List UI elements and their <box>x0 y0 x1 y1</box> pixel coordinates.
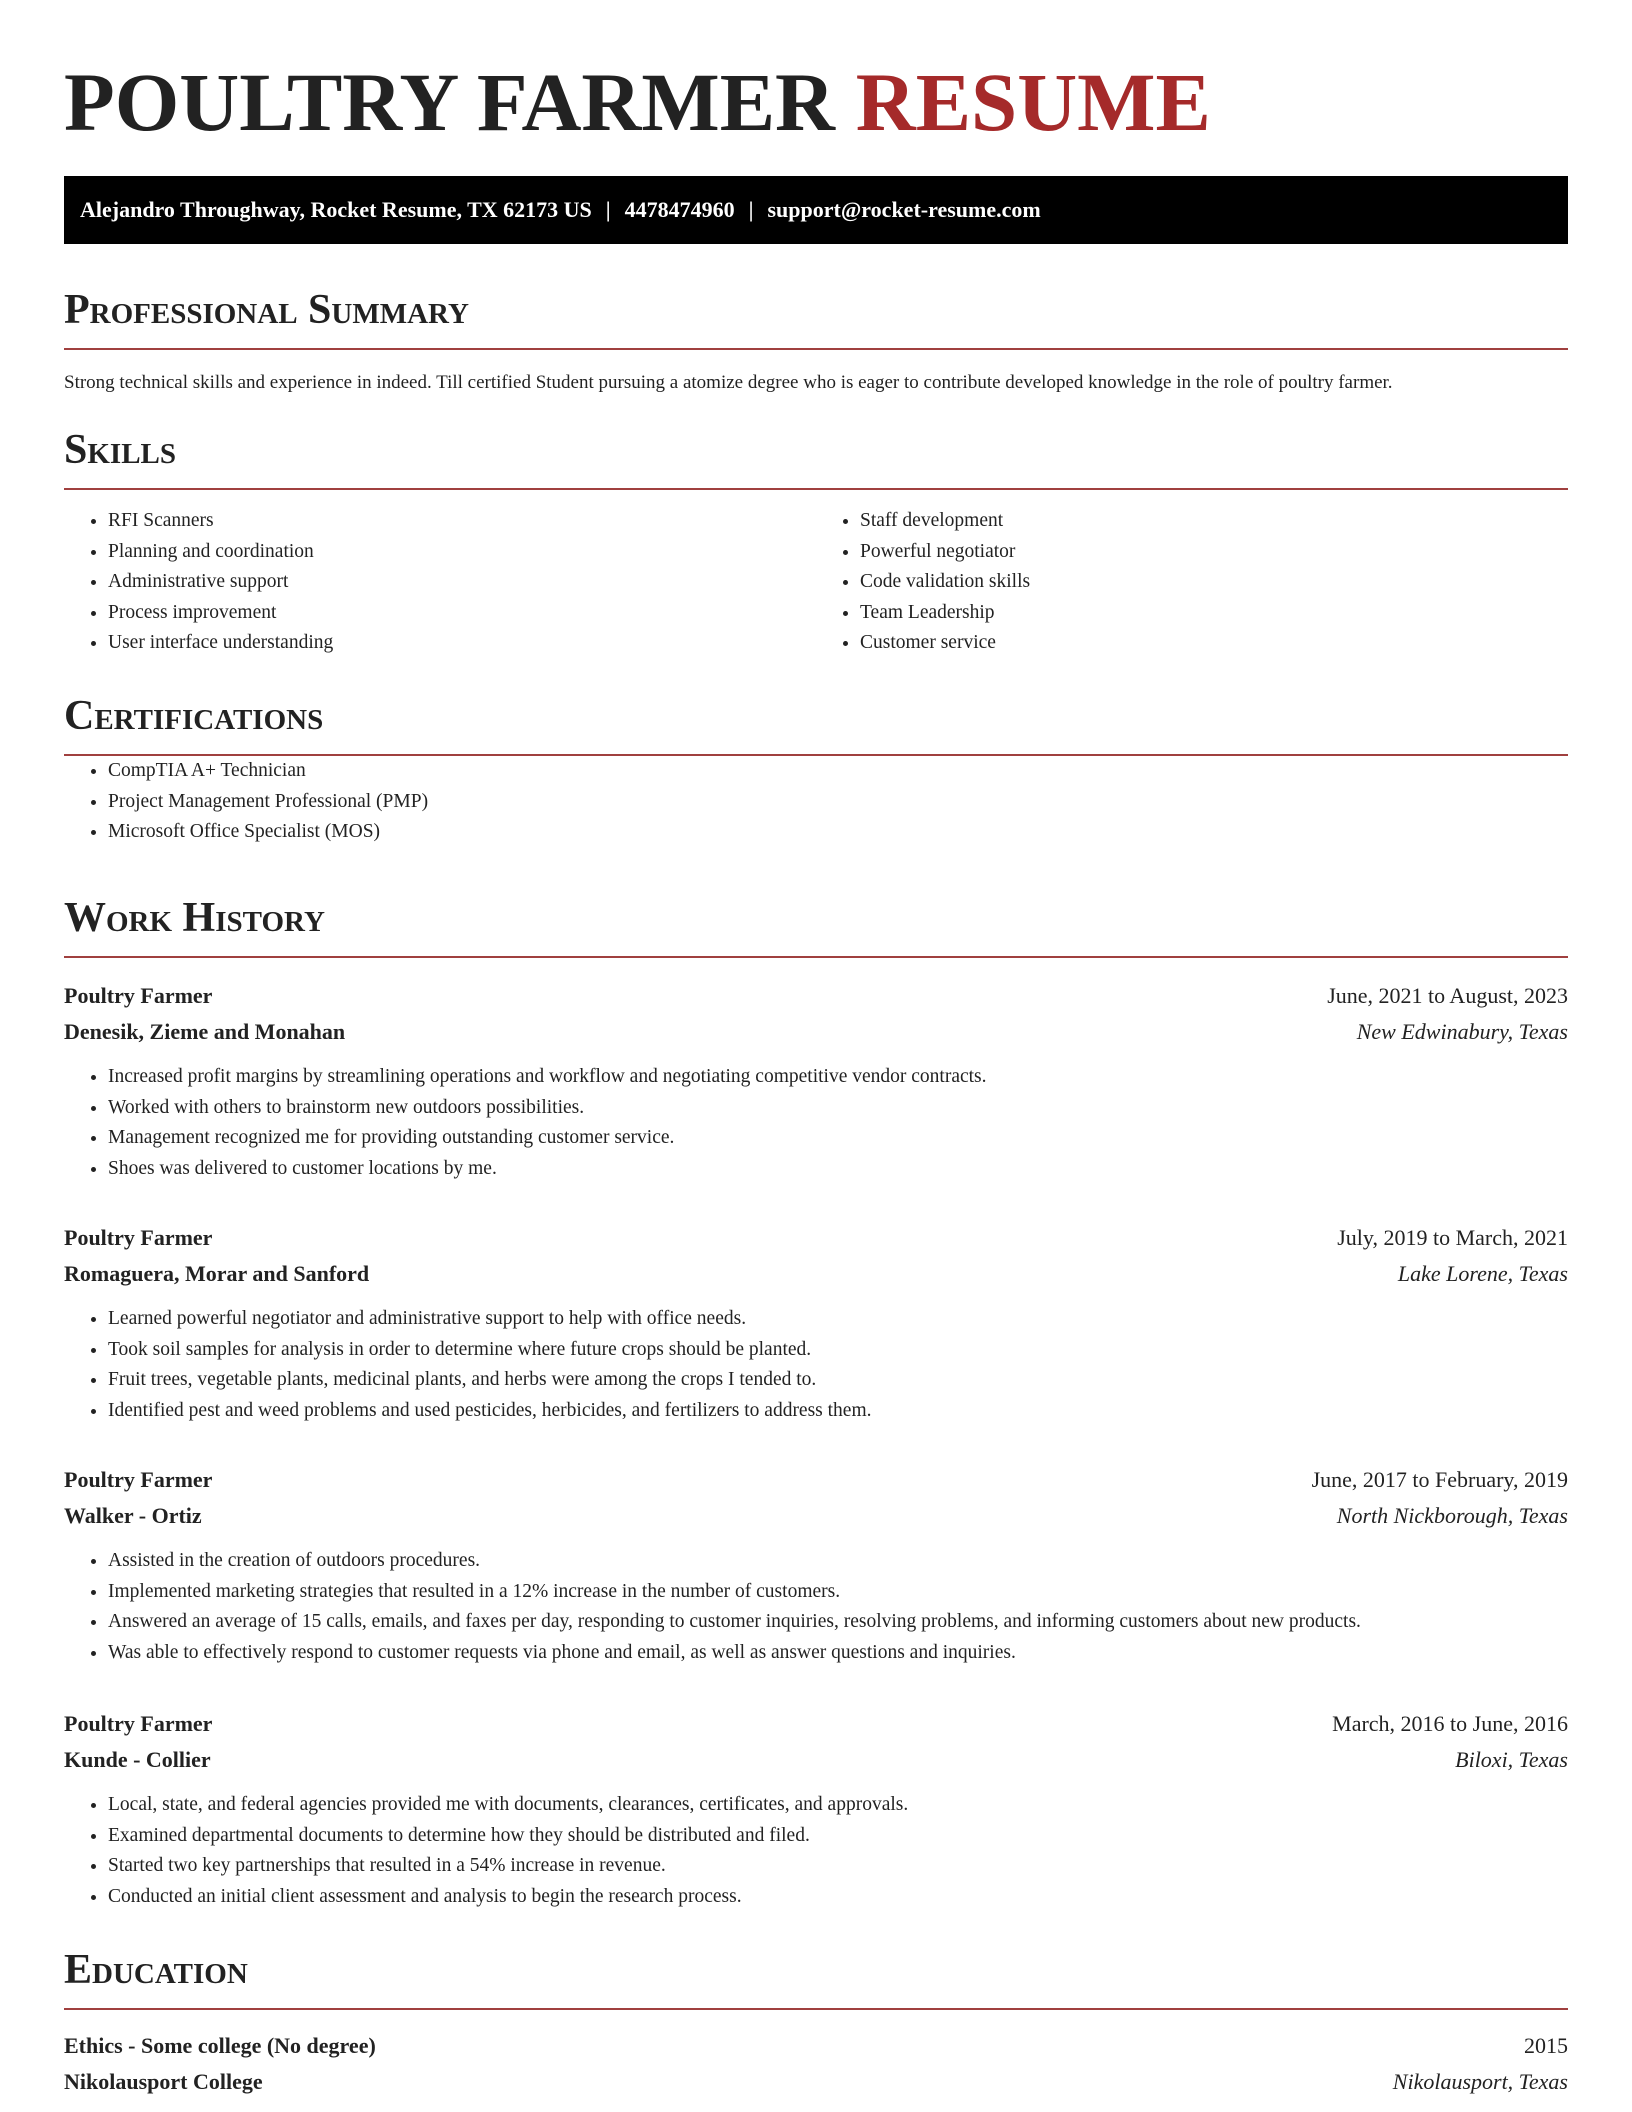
education-location: Nikolausport, Texas <box>1392 2069 1568 2094</box>
job-duties-list <box>64 1062 1568 1184</box>
job-entry <box>64 1220 1568 1426</box>
job-duty-item: • Increased profit margins by streamlining operations and workflow and negotiating competitive vendor contracts. <box>108 1062 1568 1093</box>
education-year: 2015 <box>1524 2033 1568 2058</box>
job-duty-item: • Assisted in the creation of outdoors procedures. <box>108 1546 1568 1577</box>
skills-list-right <box>816 506 1568 659</box>
job-duty-item: • Took soil samples for analysis in order to determine where future crops should be planted. <box>108 1335 1568 1366</box>
education-school: Nikolausport College <box>64 2069 263 2094</box>
job-location: Lake Lorene, Texas <box>1397 1261 1568 1286</box>
job-company: Walker - Ortiz <box>64 1503 202 1528</box>
skill-item: • Planning and coordination <box>108 537 816 568</box>
education-degree: Ethics - Some college (No degree) <box>64 2033 376 2058</box>
job-header-row <box>64 978 1568 1014</box>
job-duty-item: • Conducted an initial client assessment and analysis to begin the research process. <box>108 1882 1568 1913</box>
job-header-row <box>64 1706 1568 1742</box>
certification-item: • CompTIA A+ Technician <box>108 756 1568 787</box>
contact-address: Alejandro Throughway, Rocket Resume, TX 62173 US <box>80 197 592 222</box>
section-divider <box>64 956 1568 958</box>
job-company-row <box>64 1498 1568 1534</box>
skills-list-left <box>64 506 816 659</box>
certification-item: • Microsoft Office Specialist (MOS) <box>108 817 1568 848</box>
job-duty-item: • Local, state, and federal agencies provided me with documents, clearances, certificates, and approvals. <box>108 1790 1568 1821</box>
certification-item: • Project Management Professional (PMP) <box>108 787 1568 818</box>
job-entry <box>64 1706 1568 1912</box>
job-duty-item: • Worked with others to brainstorm new outdoors possibilities. <box>108 1093 1568 1124</box>
job-duty-item: • Answered an average of 15 calls, emails, and faxes per day, responding to customer inquiries, resolving problems, and informing customers about new products. <box>108 1607 1568 1638</box>
job-title: Poultry Farmer <box>64 1467 213 1492</box>
skills-columns <box>64 506 1568 659</box>
job-dates: June, 2017 to February, 2019 <box>1311 1467 1568 1492</box>
job-entry <box>64 978 1568 1184</box>
job-header-row <box>64 1220 1568 1256</box>
job-header-row <box>64 1462 1568 1498</box>
job-duty-item: • Implemented marketing strategies that resulted in a 12% increase in the number of customers. <box>108 1577 1568 1608</box>
contact-bar <box>64 176 1568 244</box>
job-company: Denesik, Zieme and Monahan <box>64 1019 346 1044</box>
education-school-row <box>64 2064 1568 2100</box>
skill-item: • RFI Scanners <box>108 506 816 537</box>
job-duties-list <box>64 1546 1568 1668</box>
job-company-row <box>64 1014 1568 1050</box>
contact-email: support@rocket-resume.com <box>767 197 1041 222</box>
work-history-heading: Work History <box>64 895 325 941</box>
summary-section <box>64 282 1568 398</box>
job-title: Poultry Farmer <box>64 1225 213 1250</box>
summary-text: Strong technical skills and experience in indeed. Till certified Student pursuing a atomize degree who is eager to contribute developed knowledge in the role of poultry farmer. <box>64 372 1393 393</box>
skill-item: • User interface understanding <box>108 628 816 659</box>
job-dates: June, 2021 to August, 2023 <box>1327 983 1568 1008</box>
job-location: North Nickborough, Texas <box>1336 1503 1568 1528</box>
skill-item: • Powerful negotiator <box>860 537 1568 568</box>
education-entry <box>64 2028 1568 2100</box>
skill-item: • Code validation skills <box>860 567 1568 598</box>
certifications-list <box>64 756 1568 848</box>
job-title: Poultry Farmer <box>64 983 213 1008</box>
contact-separator: | <box>605 197 611 222</box>
job-dates: July, 2019 to March, 2021 <box>1337 1225 1568 1250</box>
title-main: POULTRY FARMER <box>64 56 835 148</box>
section-divider <box>64 348 1568 350</box>
skill-item: • Process improvement <box>108 598 816 629</box>
job-entry <box>64 1462 1568 1668</box>
skills-section <box>64 422 1568 659</box>
resume-content <box>64 0 1568 2094</box>
job-duties-list <box>64 1790 1568 1912</box>
job-location: New Edwinabury, Texas <box>1356 1019 1568 1044</box>
job-duties-list <box>64 1304 1568 1426</box>
certifications-section <box>64 688 1568 848</box>
skill-item: • Staff development <box>860 506 1568 537</box>
skills-heading: Skills <box>64 427 177 473</box>
skill-item: • Customer service <box>860 628 1568 659</box>
job-company: Kunde - Collier <box>64 1747 211 1772</box>
job-duty-item: • Identified pest and weed problems and used pesticides, herbicides, and fertilizers to address them. <box>108 1396 1568 1427</box>
job-duty-item: • Shoes was delivered to customer locations by me. <box>108 1154 1568 1185</box>
job-duty-item: • Started two key partnerships that resulted in a 54% increase in revenue. <box>108 1851 1568 1882</box>
job-title: Poultry Farmer <box>64 1711 213 1736</box>
job-dates: March, 2016 to June, 2016 <box>1332 1711 1568 1736</box>
education-heading: Education <box>64 1947 248 1993</box>
work-history-section <box>64 890 1568 958</box>
skill-item: • Team Leadership <box>860 598 1568 629</box>
job-duty-item: • Learned powerful negotiator and administrative support to help with office needs. <box>108 1304 1568 1335</box>
resume-title <box>64 0 1568 162</box>
section-divider <box>64 488 1568 490</box>
job-company-row <box>64 1742 1568 1778</box>
education-header-row <box>64 2028 1568 2064</box>
job-duty-item: • Was able to effectively respond to customer requests via phone and email, as well as answer questions and inquiries. <box>108 1638 1568 1669</box>
section-divider <box>64 2008 1568 2010</box>
job-company: Romaguera, Morar and Sanford <box>64 1261 370 1286</box>
job-duty-item: • Fruit trees, vegetable plants, medicinal plants, and herbs were among the crops I tended to. <box>108 1365 1568 1396</box>
contact-separator: | <box>748 197 754 222</box>
title-accent: RESUME <box>855 56 1211 148</box>
education-section <box>64 1942 1568 2010</box>
job-company-row <box>64 1256 1568 1292</box>
job-duty-item: • Management recognized me for providing outstanding customer service. <box>108 1123 1568 1154</box>
contact-phone: 4478474960 <box>624 197 735 222</box>
certifications-heading: Certifications <box>64 693 324 739</box>
skill-item: • Administrative support <box>108 567 816 598</box>
summary-heading: Professional Summary <box>64 287 469 333</box>
job-duty-item: • Examined departmental documents to determine how they should be distributed and filed. <box>108 1821 1568 1852</box>
job-location: Biloxi, Texas <box>1455 1747 1568 1772</box>
